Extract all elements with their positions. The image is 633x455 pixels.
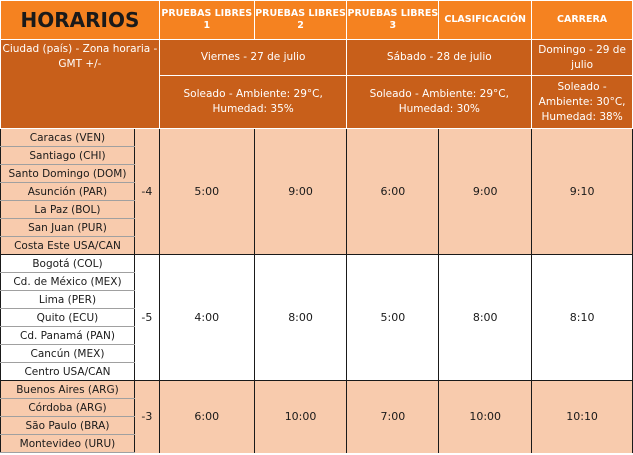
time-race: 9:10 <box>532 129 633 255</box>
time-fp1: 6:00 <box>159 381 254 453</box>
time-fp3: 6:00 <box>347 129 439 255</box>
city-cell: Cd. de México (MEX) <box>1 273 135 291</box>
city-cell: Caracas (VEN) <box>1 129 135 147</box>
session-header-fp1: PRUEBAS LIBRES 1 <box>159 1 254 40</box>
city-cell: Santiago (CHI) <box>1 147 135 165</box>
city-cell: Santo Domingo (DOM) <box>1 165 135 183</box>
city-cell: Asunción (PAR) <box>1 183 135 201</box>
city-cell: San Juan (PUR) <box>1 219 135 237</box>
weather-saturday: Soleado - Ambiente: 29°C, Humedad: 30% <box>347 76 532 129</box>
weather-sunday: Soleado - Ambiente: 30°C, Humedad: 38% <box>532 76 633 129</box>
city-cell: Buenos Aires (ARG) <box>1 381 135 399</box>
city-cell: São Paulo (BRA) <box>1 417 135 435</box>
weather-friday: Soleado - Ambiente: 29°C, Humedad: 35% <box>159 76 347 129</box>
city-cell: La Paz (BOL) <box>1 201 135 219</box>
city-cell: Costa Este USA/CAN <box>1 237 135 255</box>
session-header-qualifying: CLASIFICACIÓN <box>439 1 532 40</box>
time-qualifying: 10:00 <box>439 381 532 453</box>
session-header-row <box>1 1 633 40</box>
time-fp2: 8:00 <box>254 255 347 381</box>
date-saturday: Sábado - 28 de julio <box>347 40 532 76</box>
city-cell: Cancún (MEX) <box>1 345 135 363</box>
zone-label: Ciudad (país) - Zona horaria - GMT +/- <box>1 40 160 129</box>
city-cell: Quito (ECU) <box>1 309 135 327</box>
session-header-fp2: PRUEBAS LIBRES 2 <box>254 1 347 40</box>
time-fp2: 10:00 <box>254 381 347 453</box>
time-qualifying: 8:00 <box>439 255 532 381</box>
gmt-offset: -4 <box>134 129 159 255</box>
gmt-offset: -5 <box>134 255 159 381</box>
table-row <box>1 381 633 399</box>
page-title: HORARIOS <box>1 1 160 40</box>
time-fp1: 4:00 <box>159 255 254 381</box>
date-friday: Viernes - 27 de julio <box>159 40 347 76</box>
time-fp3: 5:00 <box>347 255 439 381</box>
city-cell: Cd. Panamá (PAN) <box>1 327 135 345</box>
city-cell: Córdoba (ARG) <box>1 399 135 417</box>
time-fp1: 5:00 <box>159 129 254 255</box>
gmt-offset: -3 <box>134 381 159 453</box>
city-cell: Centro USA/CAN <box>1 363 135 381</box>
time-race: 10:10 <box>532 381 633 453</box>
table-row <box>1 129 633 147</box>
table-row <box>1 255 633 273</box>
time-qualifying: 9:00 <box>439 129 532 255</box>
city-cell: Bogotá (COL) <box>1 255 135 273</box>
time-fp2: 9:00 <box>254 129 347 255</box>
city-cell: Lima (PER) <box>1 291 135 309</box>
session-header-fp3: PRUEBAS LIBRES 3 <box>347 1 439 40</box>
session-header-race: CARRERA <box>532 1 633 40</box>
date-sunday: Domingo - 29 de julio <box>532 40 633 76</box>
date-header-row <box>1 40 633 76</box>
time-fp3: 7:00 <box>347 381 439 453</box>
city-cell: Montevideo (URU) <box>1 435 135 453</box>
time-race: 8:10 <box>532 255 633 381</box>
